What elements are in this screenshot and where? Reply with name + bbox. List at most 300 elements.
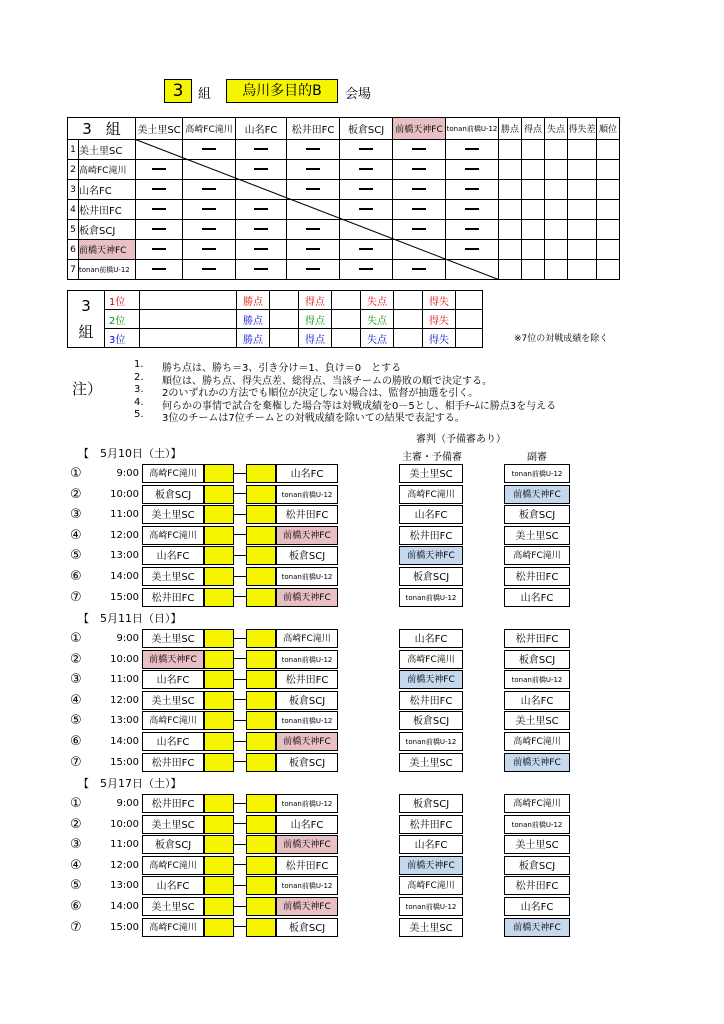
league-row-number: 2 bbox=[68, 160, 79, 180]
standings-rank: 2位 bbox=[105, 310, 140, 329]
dash-mark bbox=[465, 208, 479, 210]
standings-label: 得失 bbox=[423, 291, 456, 310]
away-team: 前橋天神FC bbox=[276, 732, 338, 751]
league-stat-cell bbox=[499, 220, 522, 240]
sub-referee: 前橋天神FC bbox=[504, 918, 570, 937]
day-title: 【 5月17日（土）】 bbox=[78, 777, 182, 790]
note-number: 1. bbox=[134, 359, 144, 370]
away-team: 前橋天神FC bbox=[276, 588, 338, 607]
match-number: ⑦ bbox=[70, 754, 82, 770]
standings-label: 失点 bbox=[361, 310, 394, 329]
league-stat-header: 得点 bbox=[522, 118, 545, 140]
standings-label: 失点 bbox=[361, 329, 394, 348]
league-row-team: 板倉SCJ bbox=[79, 220, 136, 240]
match-time: 15:00 bbox=[110, 921, 139, 933]
league-cell bbox=[236, 140, 287, 160]
dash-mark bbox=[412, 188, 426, 190]
standings-value bbox=[394, 291, 423, 310]
league-table bbox=[67, 117, 620, 280]
home-team: 美土里SC bbox=[142, 629, 204, 648]
standings-label: 得失 bbox=[423, 329, 456, 348]
main-referee: 前橋天神FC bbox=[399, 856, 463, 875]
away-score bbox=[246, 485, 276, 504]
main-referee: tonan前橋U-12 bbox=[399, 588, 463, 607]
dash-mark bbox=[465, 188, 479, 190]
league-stat-header: 失点 bbox=[545, 118, 568, 140]
league-stat-cell bbox=[545, 140, 568, 160]
home-score bbox=[204, 732, 234, 751]
match-number: ④ bbox=[70, 857, 82, 873]
away-team: 板倉SCJ bbox=[276, 918, 338, 937]
dash-mark bbox=[234, 534, 246, 535]
league-stat-cell bbox=[597, 180, 620, 200]
sub-referee: 松井田FC bbox=[504, 567, 570, 586]
league-col-header: 前橋天神FC bbox=[393, 118, 446, 140]
league-row-team: 高崎FC滝川 bbox=[79, 160, 136, 180]
standings-row bbox=[68, 310, 483, 329]
main-referee: tonan前橋U-12 bbox=[399, 897, 463, 916]
league-cell bbox=[446, 160, 499, 180]
league-stat-cell bbox=[545, 240, 568, 260]
standings-table bbox=[67, 290, 483, 348]
match-number: ⑤ bbox=[70, 713, 82, 729]
home-team: 前橋天神FC bbox=[142, 650, 204, 669]
dash-mark bbox=[152, 168, 166, 170]
standings-value bbox=[270, 310, 299, 329]
league-cell bbox=[393, 240, 446, 260]
league-cell bbox=[287, 260, 340, 280]
league-cell bbox=[340, 220, 393, 240]
league-cell bbox=[393, 260, 446, 280]
dash-mark bbox=[254, 148, 268, 150]
home-team: 山名FC bbox=[142, 732, 204, 751]
league-row bbox=[68, 240, 620, 260]
match-number: ② bbox=[70, 816, 82, 832]
dash-mark bbox=[465, 168, 479, 170]
score-dash bbox=[234, 856, 246, 875]
league-row bbox=[68, 140, 620, 160]
score-dash bbox=[234, 732, 246, 751]
home-team: 松井田FC bbox=[142, 588, 204, 607]
main-referee: 板倉SCJ bbox=[399, 567, 463, 586]
dash-mark bbox=[152, 188, 166, 190]
sub-referee: tonan前橋U-12 bbox=[504, 815, 570, 834]
league-row-number: 7 bbox=[68, 260, 79, 280]
league-cell bbox=[340, 140, 393, 160]
match-number: ③ bbox=[70, 837, 82, 853]
sub-referee: 板倉SCJ bbox=[504, 650, 570, 669]
league-stat-cell bbox=[597, 160, 620, 180]
league-cell bbox=[136, 160, 183, 180]
sub-referee: tonan前橋U-12 bbox=[504, 670, 570, 689]
sub-referee: 高崎FC滝川 bbox=[504, 546, 570, 565]
note-text: 順位は、勝ち点、得失点差、総得点、当該チームの勝敗の順で決定する。 bbox=[162, 375, 492, 387]
away-team: tonan前橋U-12 bbox=[276, 650, 338, 669]
dash-mark bbox=[234, 803, 246, 804]
dash-mark bbox=[234, 658, 246, 659]
dash-mark bbox=[234, 679, 246, 680]
sub-referee: 美土里SC bbox=[504, 835, 570, 854]
score-dash bbox=[234, 711, 246, 730]
match-time: 11:00 bbox=[110, 509, 139, 521]
sub-referee: 美土里SC bbox=[504, 526, 570, 545]
away-team: 松井田FC bbox=[276, 505, 338, 524]
league-cell bbox=[236, 180, 287, 200]
dash-mark bbox=[234, 514, 246, 515]
league-stat-cell bbox=[597, 220, 620, 240]
score-dash bbox=[234, 815, 246, 834]
away-score bbox=[246, 711, 276, 730]
score-dash bbox=[234, 546, 246, 565]
dash-mark bbox=[234, 493, 246, 494]
league-cell bbox=[183, 220, 236, 240]
league-stat-cell bbox=[545, 160, 568, 180]
standings-value bbox=[456, 310, 483, 329]
standings-label: 勝点 bbox=[237, 310, 270, 329]
away-team: 松井田FC bbox=[276, 856, 338, 875]
note-text: 2のいずれかの方法でも順位が決定しない場合は、監督が抽選を引く。 bbox=[162, 388, 479, 399]
score-dash bbox=[234, 650, 246, 669]
score-dash bbox=[234, 876, 246, 895]
league-cell bbox=[393, 180, 446, 200]
sub-referee: 美土里SC bbox=[504, 711, 570, 730]
match-time: 12:00 bbox=[110, 694, 139, 706]
sub-referee: 山名FC bbox=[504, 588, 570, 607]
dash-mark bbox=[306, 148, 320, 150]
away-score bbox=[246, 629, 276, 648]
league-cell bbox=[136, 200, 183, 220]
main-referee: 山名FC bbox=[399, 835, 463, 854]
away-team: tonan前橋U-12 bbox=[276, 711, 338, 730]
league-cell bbox=[236, 200, 287, 220]
home-score bbox=[204, 691, 234, 710]
league-cell bbox=[236, 240, 287, 260]
league-cell bbox=[183, 200, 236, 220]
league-cell bbox=[236, 260, 287, 280]
standings-value bbox=[456, 329, 483, 348]
away-team: 高崎FC滝川 bbox=[276, 629, 338, 648]
main-referee: 松井田FC bbox=[399, 691, 463, 710]
dash-mark bbox=[254, 208, 268, 210]
standings-group-label: 組 bbox=[78, 323, 94, 341]
league-col-header: 美土里SC bbox=[136, 118, 183, 140]
main-referee: tonan前橋U-12 bbox=[399, 732, 463, 751]
away-score bbox=[246, 918, 276, 937]
away-score bbox=[246, 815, 276, 834]
standings-team-cell bbox=[140, 291, 237, 310]
away-team: tonan前橋U-12 bbox=[276, 794, 338, 813]
dash-mark bbox=[234, 555, 246, 556]
home-team: 高崎FC滝川 bbox=[142, 918, 204, 937]
note-text: 何らかの事情で試合を棄権した場合等は対戦成績を0－5とし、相手ﾁｰﾑに勝点3を与える bbox=[162, 400, 557, 412]
main-referee: 高崎FC滝川 bbox=[399, 876, 463, 895]
dash-mark bbox=[254, 228, 268, 230]
score-dash bbox=[234, 897, 246, 916]
match-number: ⑦ bbox=[70, 919, 82, 935]
league-stat-cell bbox=[522, 140, 545, 160]
away-team: 山名FC bbox=[276, 464, 338, 483]
dash-mark bbox=[359, 248, 373, 250]
league-row-team: 美土里SC bbox=[79, 140, 136, 160]
home-score bbox=[204, 711, 234, 730]
league-stat-cell bbox=[522, 160, 545, 180]
match-number: ① bbox=[70, 796, 82, 811]
standings-value bbox=[456, 291, 483, 310]
match-number: ① bbox=[70, 631, 82, 646]
league-cell bbox=[287, 200, 340, 220]
match-time: 14:00 bbox=[110, 901, 139, 912]
league-cell bbox=[236, 220, 287, 240]
sub-referee: 松井田FC bbox=[504, 629, 570, 648]
league-stat-cell bbox=[545, 220, 568, 240]
away-team: tonan前橋U-12 bbox=[276, 567, 338, 586]
home-team: 高崎FC滝川 bbox=[142, 526, 204, 545]
league-row-team: 前橋天神FC bbox=[79, 240, 136, 260]
home-team: 高崎FC滝川 bbox=[142, 464, 204, 483]
standings-rank: 3位 bbox=[105, 329, 140, 348]
main-referee: 板倉SCJ bbox=[399, 794, 463, 813]
league-cell bbox=[287, 140, 340, 160]
standings-team-cell bbox=[140, 310, 237, 329]
league-stat-cell bbox=[568, 140, 597, 160]
dash-mark bbox=[234, 473, 246, 474]
standings-label: 得点 bbox=[299, 291, 332, 310]
league-stat-header: 勝点 bbox=[499, 118, 522, 140]
league-col-header: 板倉SCJ bbox=[340, 118, 393, 140]
sub-referee: 高崎FC滝川 bbox=[504, 732, 570, 751]
league-stat-cell bbox=[545, 200, 568, 220]
league-col-header: tonan前橋U-12 bbox=[446, 118, 499, 140]
standings-label: 得失 bbox=[423, 310, 456, 329]
league-row-number: 6 bbox=[68, 240, 79, 260]
away-team: tonan前橋U-12 bbox=[276, 876, 338, 895]
home-team: 山名FC bbox=[142, 876, 204, 895]
dash-mark bbox=[234, 761, 246, 762]
standings-label: 勝点 bbox=[237, 329, 270, 348]
venue-box: 烏川多目的B bbox=[226, 79, 338, 103]
standings-label: 失点 bbox=[361, 291, 394, 310]
league-row bbox=[68, 200, 620, 220]
note-number: 3. bbox=[134, 384, 144, 395]
league-cell bbox=[446, 220, 499, 240]
score-dash bbox=[234, 526, 246, 545]
match-number: ④ bbox=[70, 692, 82, 708]
dash-mark bbox=[412, 148, 426, 150]
venue-suffix: 会場 bbox=[345, 87, 372, 102]
match-number: ① bbox=[70, 466, 82, 481]
league-cell bbox=[136, 180, 183, 200]
match-time: 9:00 bbox=[116, 798, 139, 809]
note-text: 3位のチームは7位チームとの対戦成績を除いての結果で表記する。 bbox=[162, 413, 465, 424]
league-cell bbox=[340, 180, 393, 200]
league-stat-cell bbox=[499, 160, 522, 180]
league-stat-cell bbox=[499, 180, 522, 200]
match-time: 11:00 bbox=[110, 839, 139, 851]
dash-mark bbox=[412, 228, 426, 230]
home-team: 高崎FC滝川 bbox=[142, 711, 204, 730]
home-score bbox=[204, 794, 234, 813]
score-dash bbox=[234, 464, 246, 483]
league-stat-cell bbox=[568, 260, 597, 280]
league-stat-header: 順位 bbox=[597, 118, 620, 140]
score-dash bbox=[234, 505, 246, 524]
note-number: 5. bbox=[134, 409, 144, 420]
home-team: 山名FC bbox=[142, 546, 204, 565]
away-score bbox=[246, 835, 276, 854]
standings-label: 勝点 bbox=[237, 291, 270, 310]
match-time: 13:00 bbox=[110, 880, 139, 892]
main-referee: 山名FC bbox=[399, 629, 463, 648]
standings-value bbox=[270, 291, 299, 310]
dash-mark bbox=[152, 228, 166, 230]
main-referee: 松井田FC bbox=[399, 815, 463, 834]
note-number: 2. bbox=[134, 371, 144, 383]
dash-mark bbox=[234, 699, 246, 700]
away-score bbox=[246, 691, 276, 710]
main-referee: 高崎FC滝川 bbox=[399, 650, 463, 669]
home-score bbox=[204, 897, 234, 916]
main-referee: 高崎FC滝川 bbox=[399, 485, 463, 504]
league-stat-cell bbox=[597, 140, 620, 160]
home-score bbox=[204, 588, 234, 607]
away-team: 板倉SCJ bbox=[276, 691, 338, 710]
league-stat-cell bbox=[522, 200, 545, 220]
home-score bbox=[204, 856, 234, 875]
home-score bbox=[204, 567, 234, 586]
league-stat-cell bbox=[568, 160, 597, 180]
standings-value bbox=[332, 329, 361, 348]
match-number: ③ bbox=[70, 672, 82, 688]
dash-mark bbox=[202, 228, 216, 230]
score-dash bbox=[234, 794, 246, 813]
dash-mark bbox=[306, 268, 320, 270]
league-cell bbox=[340, 160, 393, 180]
league-cell bbox=[287, 180, 340, 200]
home-team: 美土里SC bbox=[142, 815, 204, 834]
league-stat-cell bbox=[499, 200, 522, 220]
league-cell bbox=[183, 260, 236, 280]
main-referee-header: 主審・予備審 bbox=[402, 452, 462, 463]
league-cell bbox=[287, 220, 340, 240]
main-referee: 板倉SCJ bbox=[399, 711, 463, 730]
league-corner-number: 3 bbox=[82, 120, 92, 138]
league-cell bbox=[446, 260, 499, 280]
dash-mark bbox=[234, 576, 246, 577]
dash-mark bbox=[359, 168, 373, 170]
home-score bbox=[204, 526, 234, 545]
match-time: 13:00 bbox=[110, 715, 139, 727]
dash-mark bbox=[412, 268, 426, 270]
dash-mark bbox=[202, 148, 216, 150]
dash-mark bbox=[234, 926, 246, 927]
match-number: ⑦ bbox=[70, 589, 82, 605]
away-score bbox=[246, 897, 276, 916]
league-row bbox=[68, 260, 620, 280]
sub-referee: 山名FC bbox=[504, 897, 570, 916]
sub-referee: 前橋天神FC bbox=[504, 485, 570, 504]
match-number: ⑥ bbox=[70, 734, 82, 749]
league-stat-cell bbox=[499, 240, 522, 260]
league-cell bbox=[393, 140, 446, 160]
match-time: 15:00 bbox=[110, 591, 139, 603]
away-score bbox=[246, 856, 276, 875]
home-team: 美土里SC bbox=[142, 691, 204, 710]
dash-mark bbox=[306, 228, 320, 230]
league-stat-cell bbox=[568, 240, 597, 260]
league-cell bbox=[136, 140, 183, 160]
match-time: 9:00 bbox=[116, 468, 139, 479]
home-score bbox=[204, 546, 234, 565]
standings-row bbox=[68, 329, 483, 348]
league-stat-cell bbox=[522, 240, 545, 260]
score-dash bbox=[234, 588, 246, 607]
main-referee: 山名FC bbox=[399, 505, 463, 524]
league-cell bbox=[136, 260, 183, 280]
league-cell bbox=[446, 180, 499, 200]
standings-row bbox=[68, 291, 483, 310]
match-time: 14:00 bbox=[110, 736, 139, 747]
league-row bbox=[68, 220, 620, 240]
league-cell bbox=[446, 140, 499, 160]
league-cell bbox=[446, 240, 499, 260]
match-time: 13:00 bbox=[110, 550, 139, 562]
dash-mark bbox=[202, 248, 216, 250]
note-number: 4. bbox=[134, 396, 144, 408]
dash-mark bbox=[359, 268, 373, 270]
day-title: 【 5月11日（日）】 bbox=[78, 612, 182, 625]
main-referee: 美土里SC bbox=[399, 464, 463, 483]
league-cell bbox=[183, 240, 236, 260]
home-team: 美土里SC bbox=[142, 505, 204, 524]
league-corner-label: 組 bbox=[105, 120, 121, 138]
league-stat-cell bbox=[545, 180, 568, 200]
sub-referee: tonan前橋U-12 bbox=[504, 464, 570, 483]
league-stat-header: 得失差 bbox=[568, 118, 597, 140]
match-number: ③ bbox=[70, 507, 82, 523]
league-row-number: 3 bbox=[68, 180, 79, 200]
away-score bbox=[246, 546, 276, 565]
home-score bbox=[204, 876, 234, 895]
sub-referee: 前橋天神FC bbox=[504, 753, 570, 772]
dash-mark bbox=[306, 168, 320, 170]
match-time: 10:00 bbox=[110, 488, 139, 500]
league-cell bbox=[340, 260, 393, 280]
dash-mark bbox=[202, 208, 216, 210]
score-dash bbox=[234, 753, 246, 772]
main-referee: 美土里SC bbox=[399, 753, 463, 772]
standings-team-cell bbox=[140, 329, 237, 348]
dash-mark bbox=[234, 906, 246, 907]
dash-mark bbox=[254, 248, 268, 250]
sub-referee: 松井田FC bbox=[504, 876, 570, 895]
league-cell bbox=[183, 140, 236, 160]
league-stat-cell bbox=[597, 240, 620, 260]
home-team: 高崎FC滝川 bbox=[142, 856, 204, 875]
dash-mark bbox=[234, 823, 246, 824]
league-corner bbox=[68, 118, 136, 140]
match-number: ⑤ bbox=[70, 878, 82, 894]
away-team: 前橋天神FC bbox=[276, 897, 338, 916]
league-cell bbox=[183, 180, 236, 200]
standings-value bbox=[332, 310, 361, 329]
league-cell bbox=[393, 200, 446, 220]
away-score bbox=[246, 650, 276, 669]
home-team: 松井田FC bbox=[142, 794, 204, 813]
main-referee: 前橋天神FC bbox=[399, 670, 463, 689]
league-stat-cell bbox=[597, 260, 620, 280]
league-cell bbox=[183, 160, 236, 180]
standings-group bbox=[68, 291, 105, 348]
